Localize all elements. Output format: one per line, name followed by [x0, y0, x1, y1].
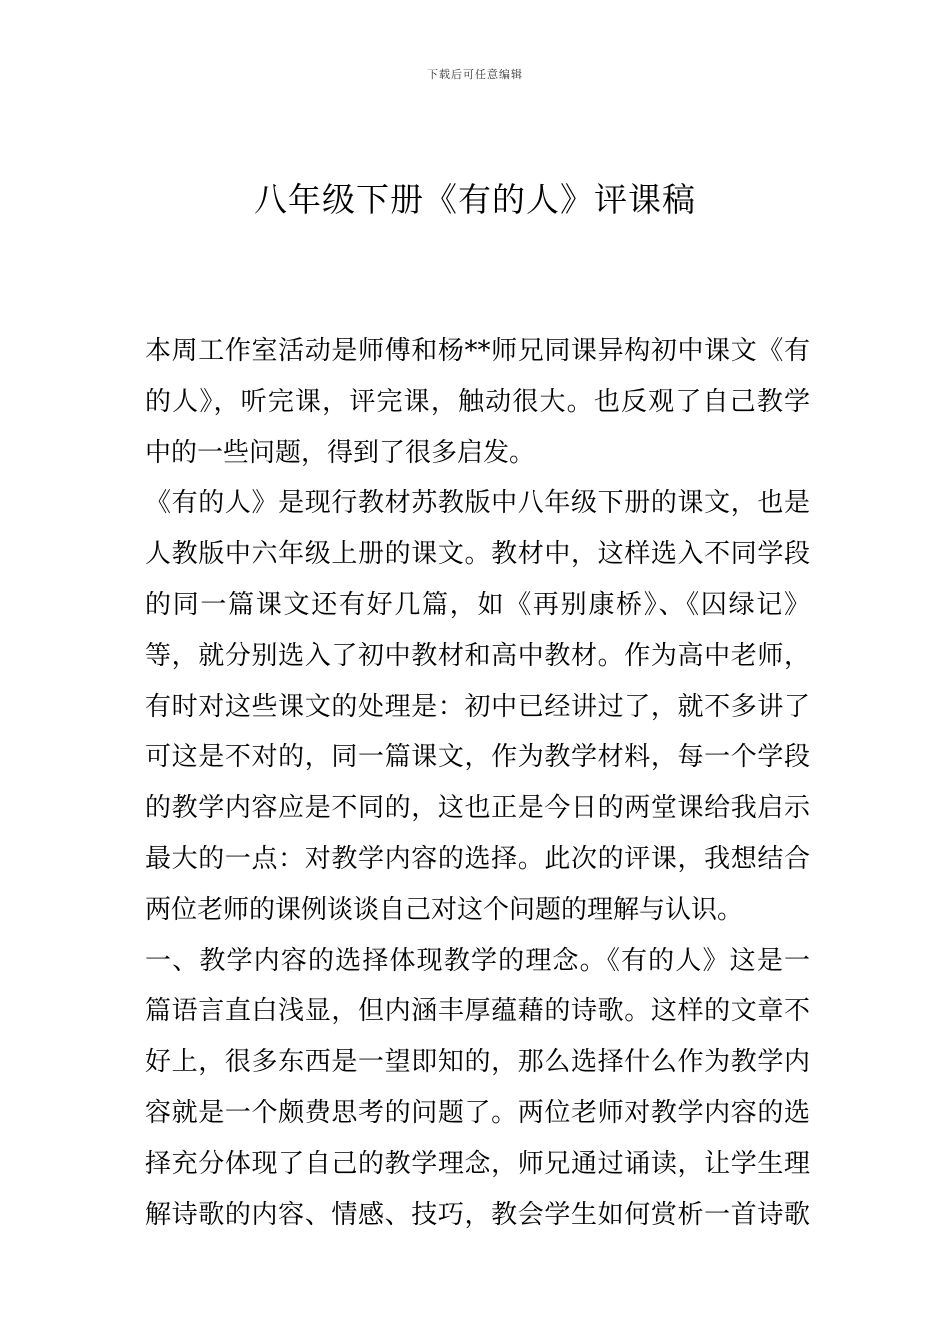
text-line: 有时对这些课文的处理是：初中已经讲过了，就不多讲了 [145, 691, 810, 722]
text-line: 的教学内容应是不同的，这也正是今日的两堂课给我启示 [145, 793, 810, 824]
document-title: 八年级下册《有的人》评课稿 [254, 180, 696, 219]
text-line: 择充分体现了自己的教学理念，师兄通过诵读，让学生理 [145, 1148, 810, 1179]
text-line: 的人》，听完课，评完课，触动很大。也反观了自己教学 [145, 386, 810, 417]
text-line: 最大的一点：对教学内容的选择。此次的评课，我想结合 [145, 843, 810, 874]
text-line: 等，就分别选入了初中教材和高中教材。作为高中老师， [145, 640, 810, 671]
header-note: 下载后可任意编辑 [427, 68, 523, 81]
text-line: 可这是不对的，同一篇课文，作为教学材料，每一个学段 [145, 742, 810, 773]
document-body [145, 326, 810, 1240]
text-line: 人教版中六年级上册的课文。教材中，这样选入不同学段 [145, 539, 810, 570]
text-line: 容就是一个颇费思考的问题了。两位老师对教学内容的选 [145, 1097, 810, 1128]
text-line: 《有的人》是现行教材苏教版中八年级下册的课文，也是 [145, 488, 810, 519]
text-line: 两位老师的课例谈谈自己对这个问题的理解与认识。 [145, 894, 744, 925]
text-line: 好上，很多东西是一望即知的，那么选择什么作为教学内 [145, 1047, 810, 1078]
text-line: 一、教学内容的选择体现教学的理念。《有的人》这是一 [145, 945, 810, 976]
text-line: 解诗歌的内容、情感、技巧，教会学生如何赏析一首诗歌 [145, 1199, 810, 1230]
text-line: 篇语言直白浅显，但内涵丰厚蕴藉的诗歌。这样的文章不 [145, 996, 810, 1027]
text-line: 的同一篇课文还有好几篇，如《再别康桥》、《囚绿记》 [145, 589, 810, 620]
text-line: 中的一些问题，得到了很多启发。 [145, 437, 536, 468]
text-line: 本周工作室活动是师傅和杨**师兄同课异构初中课文《有 [145, 336, 810, 366]
